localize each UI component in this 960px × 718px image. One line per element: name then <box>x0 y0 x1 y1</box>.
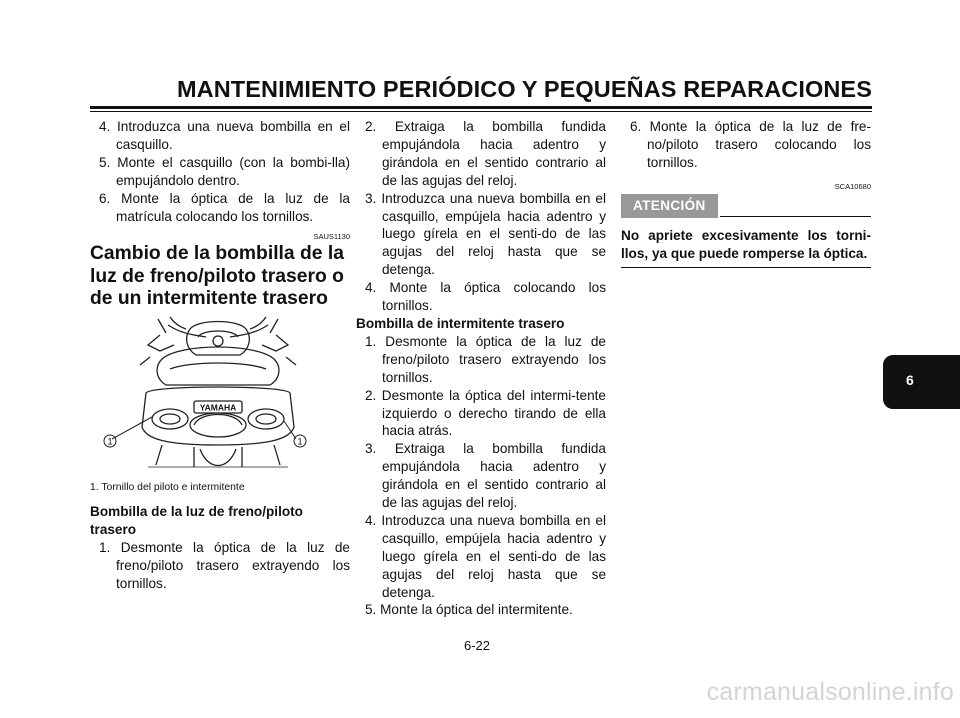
warning-text: No apriete excesivamente los torni-llos, ya que puede romperse la óptica. <box>621 227 871 261</box>
step-item: 5. Monte el casquillo (con la bombi-lla) empujándolo dentro. <box>99 154 350 188</box>
column-right <box>621 118 871 268</box>
section-title: Cambio de la bombilla de la luz de freno/piloto trasero o de un intermitente trasero <box>90 243 344 310</box>
brand-label: YAMAHA <box>199 402 237 413</box>
page-header <box>90 76 872 110</box>
attention-rule <box>720 216 871 218</box>
callout-label: 1 <box>107 436 113 447</box>
step-item: 6. Monte la óptica de la luz de fre-no/piloto trasero colocando los tornillos. <box>630 119 871 170</box>
attention-label: ATENCIÓN <box>621 194 718 218</box>
step-item: 4. Monte la óptica colocando los tornillos. <box>365 280 606 314</box>
step-item: 1. Desmonte la óptica de la luz de freno/piloto trasero extrayendo los tornillos. <box>99 539 350 591</box>
header-rule-thin <box>90 111 872 112</box>
chapter-number: 6 <box>906 372 914 388</box>
warning-rule <box>621 267 871 269</box>
subheading: Bombilla de intermitente trasero <box>356 315 565 331</box>
column-left <box>90 118 350 592</box>
step-item: 2. Extraiga la bombilla fundida empujándola hacia adentro y girándola en el sentido contrario al de las agujas del reloj. <box>365 119 606 188</box>
step-item: 3. Extraiga la bombilla fundida empujándola hacia adentro y girándola en el sentido contrario al de las agujas del reloj. <box>365 441 606 511</box>
header-rule <box>90 106 872 109</box>
step-item: 2. Desmonte la óptica del intermi-tente izquierdo o derecho tirando de ella hacia atrás. <box>365 387 606 439</box>
step-item: 4. Introduzca una nueva bombilla en el casquillo. <box>99 119 350 152</box>
motorcycle-rear-illustration <box>90 315 350 477</box>
page-number: 6-22 <box>464 638 491 653</box>
callout-label: 1 <box>297 436 303 447</box>
header-title: MANTENIMIENTO PERIÓDICO Y PEQUEÑAS REPARACIONES <box>176 76 872 102</box>
step-item: 5. Monte la óptica del intermitente. <box>365 602 573 618</box>
figure-caption: 1. Tornillo del piloto e intermitente <box>90 481 245 493</box>
step-item: 6. Monte la óptica de la luz de la matrícula colocando los tornillos. <box>99 190 350 224</box>
step-item: 4. Introduzca una nueva bombilla en el casquillo, empújela hacia adentro y luego gírela en el senti-do de las agujas del reloj hasta que se detenga. <box>365 512 606 600</box>
step-item: 3. Introduzca una nueva bombilla en el casquillo, empújela hacia adentro y luego gírela en el senti-do de las agujas del reloj hasta que se detenga. <box>365 190 606 278</box>
step-item: 1. Desmonte la óptica de la luz de freno/piloto trasero extrayendo los tornillos. <box>365 333 606 385</box>
tail-light-figure <box>90 315 350 477</box>
chapter-tab <box>883 355 960 409</box>
section-code: SAUS1130 <box>313 232 350 242</box>
subheading: Bombilla de la luz de freno/piloto trasero <box>90 503 303 537</box>
notice-code: SCA10680 <box>834 181 871 191</box>
watermark: carmanualsonline.info <box>706 678 954 706</box>
column-middle <box>356 118 606 619</box>
attention-header <box>621 194 871 218</box>
